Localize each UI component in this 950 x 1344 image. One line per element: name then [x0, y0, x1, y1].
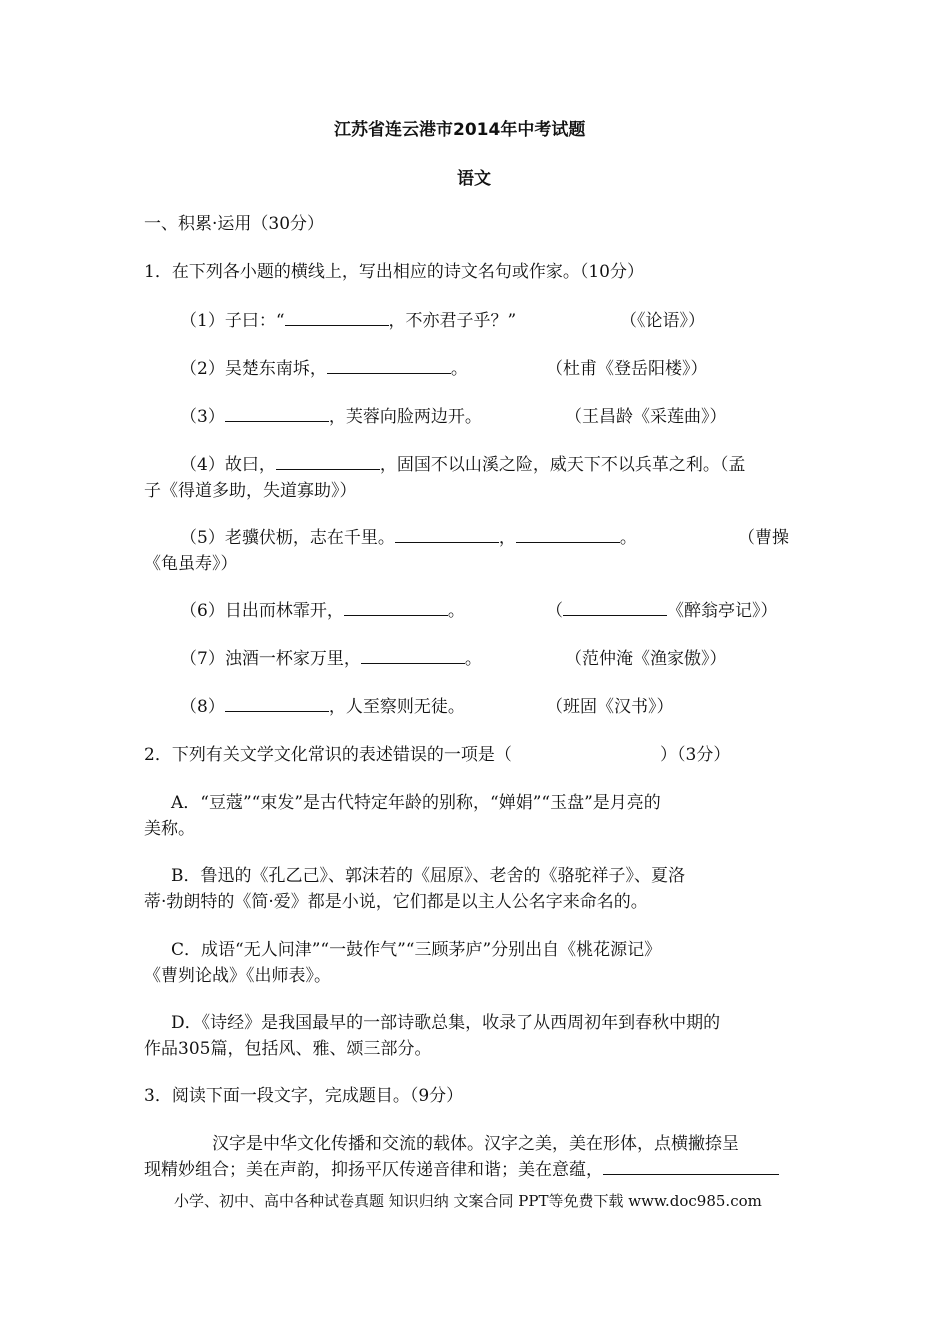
answer-blank[interactable] [563, 598, 667, 616]
q2-stem-end: ）（3分） [660, 745, 731, 765]
q1-item-5-text-mid: ， [498, 528, 516, 548]
q2-option-c: C．成语“无人问津”“一鼓作气”“三顾茅庐”分别出自《桃花源记》 [171, 940, 662, 960]
section-heading: 一、积累·运用（30分） [144, 214, 325, 234]
q1-item-5-text-post: 。 [619, 528, 637, 548]
q3-passage-line2-text: 现精妙组合；美在声韵，抑扬平仄传递音律和谐；美在意蕴， [144, 1160, 603, 1180]
q2-option-a: A．“豆蔻”“束发”是古代特定年龄的别称，“婵娟”“玉盘”是月亮的 [171, 793, 661, 813]
q1-item-2-source: （杜甫《登岳阳楼》） [546, 359, 708, 379]
answer-blank[interactable] [395, 525, 499, 543]
q1-item-3-source: （王昌龄《采莲曲》） [565, 407, 727, 427]
q1-item-7 [180, 646, 482, 672]
q1-item-5-source: （曹操 [738, 528, 789, 548]
answer-blank[interactable] [516, 525, 620, 543]
answer-blank[interactable] [603, 1157, 779, 1175]
doc-subject: 语文 [457, 169, 491, 189]
q1-stem: 1．在下列各小题的横线上，写出相应的诗文名句或作家。（10分） [144, 262, 644, 282]
q2-option-d-cont: 作品305篇，包括风、雅、颂三部分。 [144, 1039, 432, 1059]
q1-item-3-text: （3） [180, 407, 225, 427]
answer-blank[interactable] [225, 404, 329, 422]
q1-item-5-text: （5）老骥伏枥，志在千里。 [180, 528, 395, 548]
q1-item-6-source-open: （ [546, 601, 563, 621]
q1-item-8-text-post: ，人至察则无徒。 [328, 697, 465, 717]
q1-item-2-text: （2）吴楚东南坼， [180, 359, 327, 379]
page-footer: 小学、初中、高中各种试卷真题 知识归纳 文案合同 PPT等免费下载 www.doc985.com [174, 1192, 762, 1210]
q1-item-1-text: （1）子曰：“ [180, 311, 285, 331]
q3-passage-line2 [144, 1157, 779, 1183]
q1-item-3-text-post: ，芙蓉向脸两边开。 [328, 407, 482, 427]
q1-item-4-line2: 子《得道多助，失道寡助》） [144, 481, 357, 501]
q1-item-7-source: （范仲淹《渔家傲》） [565, 649, 727, 669]
q1-item-6-text-post: 。 [447, 601, 465, 621]
q1-item-7-text-post: 。 [464, 649, 482, 669]
q1-item-6 [180, 598, 465, 624]
q1-item-6-text: （6）日出而林霏开， [180, 601, 344, 621]
q2-option-d: D．《诗经》是我国最早的一部诗歌总集，收录了从西周初年到春秋中期的 [171, 1013, 721, 1033]
q1-item-2-text-post: 。 [450, 359, 468, 379]
q1-item-1-source: （《论语》） [620, 311, 705, 331]
q1-item-6-source-text: 《醉翁亭记》） [667, 601, 778, 621]
q1-item-8-text: （8） [180, 697, 225, 717]
q1-item-2 [180, 356, 468, 382]
answer-blank[interactable] [344, 598, 448, 616]
q2-option-b: B．鲁迅的《孔乙己》、郭沫若的《屈原》、老舍的《骆驼祥子》、夏洛 [171, 866, 685, 886]
q1-item-7-text: （7）浊酒一杯家万里， [180, 649, 361, 669]
q1-item-1-text-post: ，不亦君子乎？” [388, 311, 517, 331]
q1-item-3 [180, 404, 482, 430]
doc-title: 江苏省连云港市2014年中考试题 [334, 120, 586, 140]
q1-item-4-text-post: ，固国不以山溪之险，威天下不以兵革之利。（孟 [379, 455, 746, 475]
q1-item-4 [180, 452, 745, 478]
q2-option-c-cont: 《曹刿论战》《出师表》。 [144, 966, 331, 986]
q2-option-b-cont: 蒂·勃朗特的《简·爱》都是小说，它们都是以主人公名字来命名的。 [144, 892, 648, 912]
q1-item-5 [180, 525, 637, 551]
q1-item-4-text: （4）故曰， [180, 455, 276, 475]
answer-blank[interactable] [276, 452, 380, 470]
answer-blank[interactable] [361, 646, 465, 664]
q1-item-5-line2: 《龟虽寿》） [144, 554, 238, 574]
q1-item-8 [180, 694, 465, 720]
q3-passage-line1: 汉字是中华文化传播和交流的载体。汉字之美，美在形体，点横撇捺呈 [212, 1134, 739, 1154]
q2-stem: 2．下列有关文学文化常识的表述错误的一项是（ [144, 745, 512, 765]
q2-option-a-cont: 美称。 [144, 819, 195, 839]
q1-item-1 [180, 308, 516, 334]
answer-blank[interactable] [285, 308, 389, 326]
answer-blank[interactable] [327, 356, 451, 374]
q1-item-6-source [546, 598, 778, 624]
q1-item-8-source: （班固《汉书》） [546, 697, 674, 717]
q3-stem: 3．阅读下面一段文字，完成题目。（9分） [144, 1086, 464, 1106]
answer-blank[interactable] [225, 694, 329, 712]
